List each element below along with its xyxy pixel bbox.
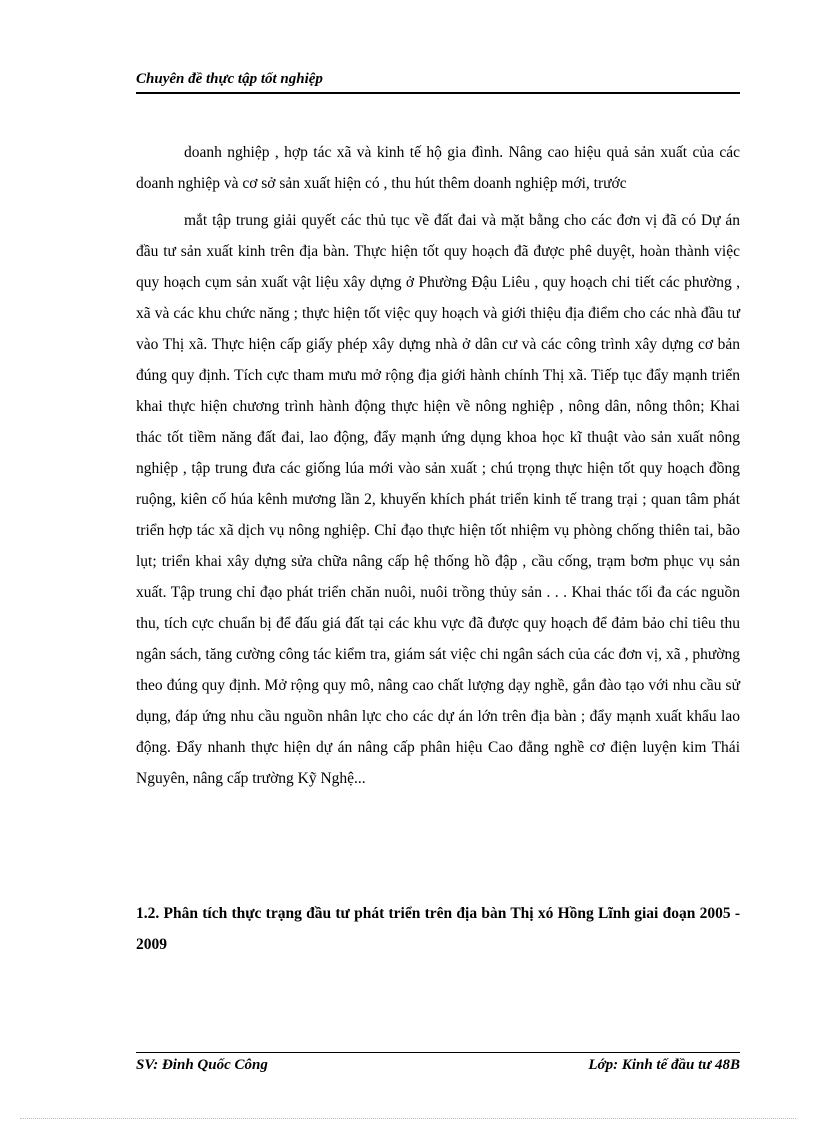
header-title: Chuyên đề thực tập tốt nghiệp	[136, 71, 323, 87]
section-heading: 1.2. Phân tích thực trạng đầu tư phát triển trên địa bàn Thị xó Hồng Lĩnh giai đoạn 2005 - 2009	[136, 905, 740, 953]
paragraph-1: doanh nghiệp , hợp tác xã và kinh tế hộ gia đình. Nâng cao hiệu quả sản xuất của các doanh nghiệp và cơ sở sản xuất hiện có , thu hút thêm doanh nghiệp mới, trước	[136, 144, 740, 192]
footer-student: SV: Đinh Quốc Công	[136, 1057, 268, 1073]
page-bottom-divider	[20, 1118, 796, 1119]
page-footer	[136, 1052, 740, 1081]
paragraph-2: mắt tập trung giải quyết các thủ tục về đất đai và mặt bằng cho các đơn vị đã có Dự án đầu tư sản xuất kinh trên địa bàn. Thực hiện tốt quy hoạch đã được phê duyệt, hoàn thành việc quy hoạch cụm sản xuất vật liệu xây dựng ở Phường Đậu Liêu , quy hoạch chi tiết các phường , xã và các khu chức năng ; thực hiện tốt việc quy hoạch và giới thiệu địa điểm cho các nhà đầu tư vào Thị xã. Thực hiện cấp giấy phép xây dựng nhà ở dân cư và các công trình xây dựng cơ bản đúng quy định. Tích cực tham mưu mở rộng địa giới hành chính Thị xã. Tiếp tục đẩy mạnh triển khai thực hiện chương trình hành động thực hiện về nông nghiệp , nông dân, nông thôn; Khai thác tốt tiềm năng đất đai, lao động, đẩy mạnh ứng dụng khoa học kĩ thuật vào sản xuất nông nghiệp , tập trung đưa các giống lúa mới vào sản xuất ; chú trọng thực hiện tốt quy hoạch đồng ruộng, kiên cố húa kênh mương lần 2, khuyến khích phát triển kinh tế trang trại ; quan tâm phát triển hợp tác xã dịch vụ nông nghiệp. Chỉ đạo thực hiện tốt nhiệm vụ phòng chống thiên tai, bão lụt; triển khai xây dựng sửa chữa nâng cấp hệ thống hồ đập , cầu cống, trạm bơm phục vụ sản xuất. Tập trung chỉ đạo phát triển chăn nuôi, nuôi trồng thủy sản . . . Khai thác tối đa các nguồn thu, tích cực chuẩn bị để đấu giá đất tại các khu vực đã được quy hoạch để đảm bảo chỉ tiêu thu ngân sách, tăng cường công tác kiểm tra, giám sát việc chi ngân sách của các đơn vị, xã , phường theo đúng quy định. Mở rộng quy mô, nâng cao chất lượng dạy nghề, gắn đào tạo với nhu cầu sử dụng, đáp ứng nhu cầu nguồn nhân lực cho các dự án lớn trên địa bàn ; đẩy mạnh xuất khẩu lao động. Đẩy nhanh thực hiện dự án nâng cấp phân hiệu Cao đẳng nghề cơ điện luyện kim Thái Nguyên, nâng cấp trường Kỹ Nghệ...	[136, 212, 740, 787]
footer-class: Lớp: Kinh tế đầu tư 48B	[588, 1057, 740, 1073]
body-text	[136, 137, 740, 800]
page-header	[136, 68, 740, 94]
